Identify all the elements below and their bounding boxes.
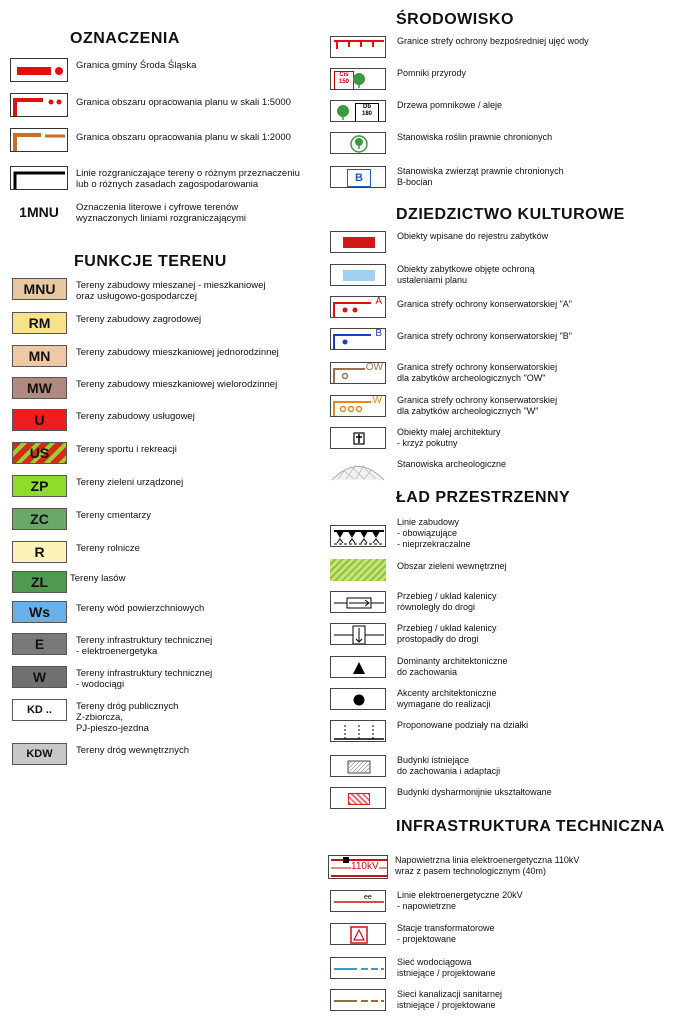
zone-a-boundary-symbol bbox=[330, 296, 386, 318]
legend-label: Tereny cmentarzy bbox=[76, 510, 151, 521]
legend-label: Tereny lasów bbox=[70, 573, 126, 584]
heading-lad: ŁAD PRZESTRZENNY bbox=[396, 489, 571, 506]
registered-monument-symbol bbox=[330, 231, 386, 253]
legend-label: Tereny zabudowy mieszanej - mieszkaniowej oraz usługowo-gospodarczej bbox=[76, 280, 266, 302]
legend-label: Obszar zieleni wewnętrznej bbox=[397, 561, 507, 571]
legend-label: Linie elektroenergetyczne 20kV - napowietrzne bbox=[397, 890, 523, 911]
nature-monument-symbol bbox=[330, 68, 386, 90]
land-use-swatch: ZC bbox=[12, 508, 67, 530]
legend-label: Budynki istniejące do zachowania i adaptacji bbox=[397, 755, 501, 776]
legend-label: Linie rozgraniczające tereny o różnym przeznaczeniu lub o różnych zasadach zagospodarowania bbox=[76, 168, 300, 190]
land-use-swatch: KD .. bbox=[12, 699, 67, 721]
heading-dziedzictwo: DZIEDZICTWO KULTUROWE bbox=[396, 206, 625, 223]
land-use-swatch: MN bbox=[12, 345, 67, 367]
disharmonious-buildings-symbol bbox=[330, 787, 386, 809]
legend-label: Drzewa pomnikowe / aleje bbox=[397, 100, 503, 110]
municipality-boundary-symbol bbox=[10, 58, 68, 82]
legend-label: Tereny zabudowy zagrodowej bbox=[76, 314, 202, 325]
legend-label: Tereny zabudowy mieszkaniowej wielorodzinnej bbox=[76, 379, 278, 390]
legend-label: Tereny zabudowy mieszkaniowej jednorodzinnej bbox=[76, 347, 279, 358]
land-use-swatch: E bbox=[12, 633, 67, 655]
badge-text: Cis bbox=[339, 72, 349, 78]
monument-tree-symbol bbox=[330, 100, 386, 122]
land-use-swatch: US bbox=[12, 442, 67, 464]
zone-b-boundary-symbol bbox=[330, 328, 386, 350]
legend-label: Obiekty zabytkowe objęte ochroną ustaleniami planu bbox=[397, 264, 535, 285]
water-intake-boundary-symbol bbox=[330, 36, 386, 58]
heading-infra: INFRASTRUKTURA TECHNICZNA bbox=[396, 818, 665, 835]
existing-buildings-symbol bbox=[330, 755, 386, 777]
land-use-swatch: RM bbox=[12, 312, 67, 334]
stork-badge: B bbox=[347, 169, 371, 187]
zone-ow-boundary-symbol bbox=[330, 362, 386, 384]
protected-heritage-symbol bbox=[330, 264, 386, 286]
legend-label: Stanowiska roślin prawnie chronionych bbox=[397, 132, 553, 142]
land-use-swatch: U bbox=[12, 409, 67, 431]
transformer-station-symbol bbox=[330, 923, 386, 945]
penance-cross-symbol bbox=[330, 427, 386, 449]
legend-label: Sieci kanalizacji sanitarnej istniejące / projektowane bbox=[397, 989, 503, 1010]
heading-funkcje: FUNKCJE TERENU bbox=[74, 253, 227, 270]
legend-label: Tereny infrastruktury technicznej - wodociągi bbox=[76, 668, 213, 690]
land-use-swatch: W bbox=[12, 666, 67, 688]
legend-label: Budynki dysharmonijnie ukształtowane bbox=[397, 787, 552, 797]
land-use-swatch: ZP bbox=[12, 475, 67, 497]
legend-label: Tereny sportu i rekreacji bbox=[76, 444, 177, 455]
legend-label: Granica obszaru opracowania planu w skali 1:5000 bbox=[76, 97, 291, 108]
legend-label: Linie zabudowy - obowiązujące - nieprzekraczalne bbox=[397, 517, 471, 549]
zone-tag: W bbox=[372, 395, 382, 406]
protected-plants-symbol bbox=[330, 132, 386, 154]
zone-w-boundary-symbol bbox=[330, 395, 386, 417]
legend-label: Granica obszaru opracowania planu w skali 1:2000 bbox=[76, 132, 291, 143]
zone-tag: B bbox=[375, 328, 382, 339]
legend-label: Granica strefy ochrony konserwatorskiej dla zabytków archeologicznych "OW" bbox=[397, 362, 558, 383]
sewer-network-symbol bbox=[330, 989, 386, 1011]
ridge-parallel-symbol bbox=[330, 591, 386, 613]
dividing-line-symbol bbox=[10, 166, 68, 190]
accent-dot-symbol bbox=[330, 688, 386, 710]
legend-label: Granice strefy ochrony bezpośredniej ujęć wody bbox=[397, 36, 589, 46]
zone-tag: A bbox=[375, 296, 382, 307]
internal-greenery-symbol bbox=[330, 559, 386, 581]
dominant-triangle-symbol bbox=[330, 656, 386, 678]
legend-label: Granica strefy ochrony konserwatorskiej "B" bbox=[397, 331, 572, 341]
legend-label: Przebieg / układ kalenicy równoległy do drogi bbox=[397, 591, 497, 612]
plot-divisions-symbol bbox=[330, 720, 386, 742]
legend-label: Stacje transformatorowe - projektowane bbox=[397, 923, 495, 944]
legend-label: Pomniki przyrody bbox=[397, 68, 467, 78]
zone-tag: OW bbox=[365, 362, 383, 373]
archaeological-site-symbol bbox=[330, 459, 386, 481]
legend-label: Tereny rolnicze bbox=[76, 543, 140, 554]
legend-label: Tereny dróg publicznych Z-zbiorcza, PJ-pieszo-jezdna bbox=[76, 701, 179, 734]
badge-number: 180 bbox=[361, 111, 372, 117]
building-lines-symbol bbox=[330, 525, 386, 547]
legend-label: Dominanty architektoniczne do zachowania bbox=[397, 656, 508, 677]
legend-label: Tereny wód powierzchniowych bbox=[76, 603, 205, 614]
power-line-20kv-symbol bbox=[330, 890, 386, 912]
land-use-swatch: R bbox=[12, 541, 67, 563]
legend-label: Granica gminy Środa Śląska bbox=[76, 60, 197, 71]
protected-animals-symbol bbox=[330, 166, 386, 188]
water-network-symbol bbox=[330, 957, 386, 979]
legend-label: Tereny dróg wewnętrznych bbox=[76, 745, 189, 756]
land-use-swatch: MW bbox=[12, 377, 67, 399]
land-use-swatch: KDW bbox=[12, 743, 67, 765]
legend-label: Granica strefy ochrony konserwatorskiej "A" bbox=[397, 299, 572, 309]
land-use-swatch: ZL bbox=[12, 571, 67, 593]
legend-label: Stanowiska zwierząt prawnie chronionych B-bocian bbox=[397, 166, 564, 187]
legend-label: Oznaczenia literowe i cyfrowe terenów wyznaczonych liniami rozgraniczającymi bbox=[76, 202, 247, 224]
badge-number: 150 bbox=[338, 79, 349, 85]
land-use-swatch: MNU bbox=[12, 278, 67, 300]
line-tag: ee bbox=[364, 894, 372, 901]
area-code-label: 1MNU bbox=[19, 204, 59, 220]
legend-label: Sieć wodociągowa istniejące / projektowane bbox=[397, 957, 496, 978]
legend-label: Tereny zieleni urządzonej bbox=[76, 477, 184, 488]
heading-oznaczenia: OZNACZENIA bbox=[70, 30, 180, 47]
voltage-tag: 110kV bbox=[351, 861, 379, 872]
plan-boundary-5000-symbol bbox=[10, 93, 68, 117]
legend-label: Napowietrzna linia elektroenergetyczna 110kV wraz z pasem technologicznym (40m) bbox=[395, 855, 580, 876]
ridge-perpendicular-symbol bbox=[330, 623, 386, 645]
legend-label: Akcenty architektoniczne wymagane do realizacji bbox=[397, 688, 497, 709]
legend-label: Granica strefy ochrony konserwatorskiej dla zabytków archeologicznych "W" bbox=[397, 395, 558, 416]
heading-srodowisko: ŚRODOWISKO bbox=[396, 11, 514, 28]
legend-label: Tereny infrastruktury technicznej - elektroenergetyka bbox=[76, 635, 213, 657]
power-line-110kv-symbol bbox=[328, 855, 388, 879]
legend-label: Tereny zabudowy usługowej bbox=[76, 411, 195, 422]
legend-label: Obiekty wpisane do rejestru zabytków bbox=[397, 231, 549, 241]
legend-label: Przebieg / układ kalenicy prostopadły do drogi bbox=[397, 623, 497, 644]
badge-text: Db bbox=[363, 104, 371, 110]
legend-label: Stanowiska archeologiczne bbox=[397, 459, 507, 469]
land-use-swatch: Ws bbox=[12, 601, 67, 623]
legend-label: Proponowane podziały na działki bbox=[397, 720, 529, 730]
plan-boundary-2000-symbol bbox=[10, 128, 68, 152]
legend-label: Obiekty małej architektury - krzyż pokutny bbox=[397, 427, 501, 448]
